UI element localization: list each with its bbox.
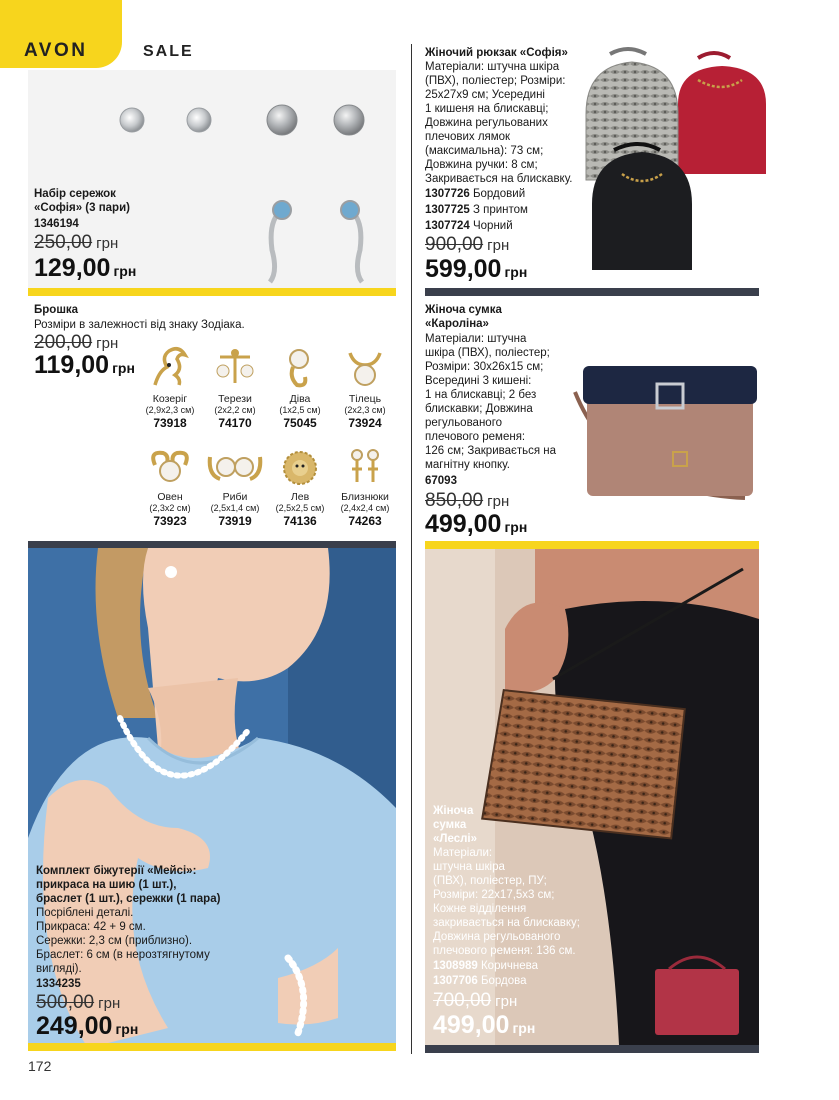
set-title: Комплект біжутерії «Мейсі»: [36,865,197,877]
earrings-code: 1346194 [34,218,79,230]
lesli-variant-2: 1307706 Бордова [433,975,527,987]
backpack-desc-1: Матеріали: штучна шкіра [425,61,560,73]
zodiac-pisces: Риби (2,5х1,4 см) 73919 [203,447,267,528]
lesli-desc-7: Довжина регульованого [433,931,561,943]
earrings-title-line2: «Софія» (3 пари) [34,202,130,214]
leo-brooch-icon [277,447,323,489]
set-desc-3: Сережки: 2,3 см (приблизно). [36,935,193,947]
lesli-title-line3: «Леслі» [433,833,478,845]
page-number: 172 [28,1058,52,1074]
backpack-old-price: 900,00 грн [425,234,510,255]
gemini-brooch-icon [342,447,388,489]
brooch-title: Брошка [34,304,79,316]
set-title-line2: прикраса на шию (1 шт.), [36,879,177,891]
lesli-title: Жіноча [433,805,474,817]
set-yellow-bar [28,1043,396,1051]
lesli-desc-8: плечового ременя: 136 см. [433,945,576,957]
backpack-desc-2: (ПВХ), поліестер; Розміри: [425,75,566,87]
model-jewelry-photo [28,548,396,1043]
backpack-title: Жіночий рюкзак «Софія» [425,47,568,59]
backpack-variant-2: 1307725 З принтом [425,204,528,216]
karolina-desc-4: Всередині 3 кишені: [425,375,532,387]
karolina-desc-6: блискавки; Довжина [425,403,533,415]
zodiac-leo: Лев (2,5х2,5 см) 74136 [268,447,332,528]
zodiac-capricorn: Козеріг (2,9х2,3 см) 73918 [138,345,202,430]
karolina-desc-1: Матеріали: штучна [425,333,527,345]
zodiac-taurus: Тілець (2х2,3 см) 73924 [333,345,397,430]
lesli-new-price: 499,00 грн [433,1011,536,1039]
lesli-title-line2: сумка [433,819,467,831]
set-code: 1334235 [36,978,81,990]
backpack-new-price: 599,00 грн [425,255,528,283]
backpacks-image [580,44,770,274]
model-illustration [28,548,396,1043]
lesli-old-price: 700,00 грн [433,990,518,1011]
set-new-price: 249,00 грн [36,1012,139,1040]
lesli-desc-6: закривається на блискавку; [433,917,580,929]
karolina-title-line2: «Кароліна» [425,318,489,330]
karolina-code: 67093 [425,475,457,487]
set-title-line3: браслет (1 шт.), сережки (1 пара) [36,893,221,905]
capricorn-brooch-icon [147,345,193,391]
lesli-desc-5: Кожне відділення [433,903,527,915]
set-old-price: 500,00 грн [36,992,121,1013]
backpack-desc-8: Довжина ручки: 8 см; [425,159,538,171]
model-bag-photo [425,549,759,1045]
taurus-brooch-icon [342,345,388,391]
lesli-desc-2: штучна шкіра [433,861,505,873]
lesli-variant-1: 1308989 Коричнева [433,960,539,972]
virgo-brooch-icon [277,345,323,391]
lesli-desc-4: Розміри: 22х17,5х3 см; [433,889,555,901]
zodiac-virgo: Діва (1х2,5 см) 75045 [268,345,332,430]
backpack-dark-bar [425,288,759,296]
set-desc-1: Посріблені деталі. [36,907,134,919]
karolina-old-price: 850,00 грн [425,490,510,511]
aries-brooch-icon [147,447,193,489]
brand-logo: AVON [24,40,88,61]
backpack-desc-3: 25х27х9 см; Усередині [425,89,545,101]
zodiac-gemini: Близнюки (2,4х2,4 см) 74263 [333,447,397,528]
karolina-desc-2: шкіра (ПВХ), поліестер; [425,347,550,359]
brooch-description: Розміри в залежності від знаку Зодіака. [34,319,245,331]
karolina-desc-8: плечового ременя: [425,431,526,443]
karolina-title: Жіноча сумка [425,304,502,316]
zodiac-aries: Овен (2,3х2 см) 73923 [138,447,202,528]
backpack-variant-1: 1307726 Бордовий [425,188,526,200]
karolina-desc-7: регульованого [425,417,503,429]
karolina-desc-5: 1 на блискавці; 2 без [425,389,537,401]
brooch-new-price: 119,00 грн [34,351,135,379]
earrings-new-price: 129,00 грн [34,254,137,282]
karolina-bag-image [565,362,765,502]
set-desc-4: Браслет: 6 см (в нерозтягнутому [36,949,210,961]
earrings-yellow-bar [28,288,396,296]
zodiac-libra: Терези (2х2,2 см) 74170 [203,345,267,430]
karolina-new-price: 499,00 грн [425,510,528,538]
karolina-desc-10: магнітну кнопку. [425,459,510,471]
section-title: SALE [143,43,194,60]
karolina-desc-9: 126 см; Закривається на [425,445,557,457]
lesli-dark-bar [425,1045,759,1053]
backpack-desc-7: (максимальна): 73 см; [425,145,544,157]
lesli-desc-1: Матеріали: [433,847,493,859]
lesli-desc-3: (ПВХ), поліестер, ПУ; [433,875,547,887]
set-desc-2: Прикраса: 42 + 9 см. [36,921,146,933]
backpack-desc-4: 1 кишеня на блискавці; [425,103,549,115]
earrings-title: Набір сережок [34,188,116,200]
backpack-desc-9: Закривається на блискавку. [425,173,573,185]
set-desc-5: вигляді). [36,963,82,975]
brooch-old-price: 200,00 грн [34,332,119,353]
backpack-variant-3: 1307724 Чорний [425,220,513,232]
earrings-image [100,92,380,284]
column-divider [411,44,412,1054]
backpack-desc-5: Довжина регульованих [425,117,548,129]
pisces-brooch-icon [206,447,264,489]
karolina-desc-3: Розміри: 30х26х15 см; [425,361,544,373]
karolina-yellow-bar [425,541,759,549]
earrings-old-price: 250,00 грн [34,232,119,253]
backpack-desc-6: плечових лямок [425,131,511,143]
libra-brooch-icon [212,345,258,391]
